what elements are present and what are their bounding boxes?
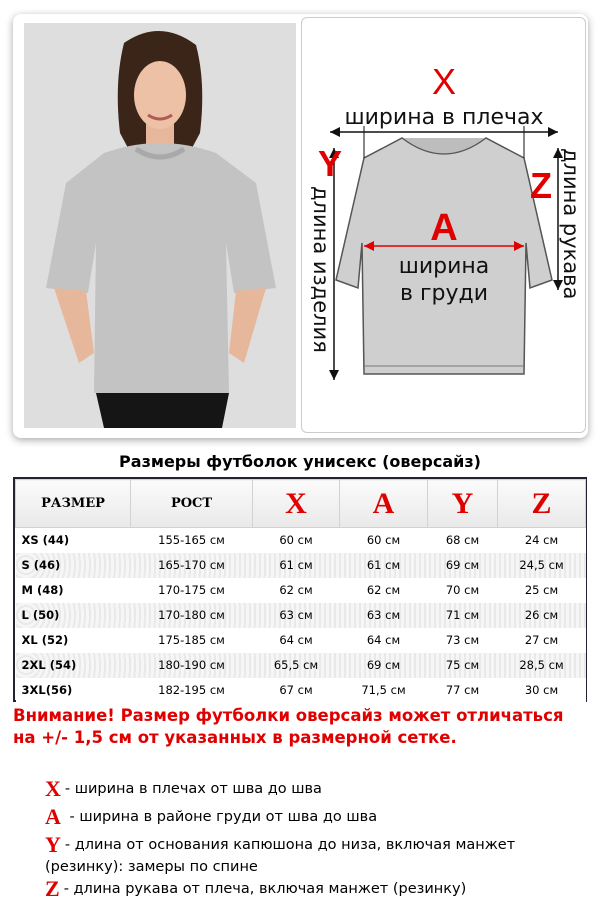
table-row xyxy=(16,578,586,603)
table-header-row xyxy=(16,480,586,528)
table-cell: XL (52) xyxy=(21,633,69,647)
table-cell: 64 см xyxy=(279,633,313,647)
size-table xyxy=(13,477,587,702)
header-z: Z xyxy=(498,480,586,528)
header-x: X xyxy=(253,480,340,528)
table-cell: 70 см xyxy=(445,583,480,597)
header-a: A xyxy=(340,480,428,528)
table-cell: 170-175 см xyxy=(158,583,225,597)
legend-letter: X xyxy=(45,776,61,801)
table-cell: 28,5 см xyxy=(519,658,564,672)
legend-text: - длина от основания капюшона до низа, включая манжет (резинку): замеры по спине xyxy=(45,837,516,875)
legend-item-a xyxy=(45,806,377,828)
a-label-line1: ширина xyxy=(398,254,490,279)
x-letter: X xyxy=(431,61,457,102)
table-cell: 65,5 см xyxy=(273,658,319,672)
table-cell: 71 см xyxy=(445,608,480,622)
table-cell: 165-170 см xyxy=(158,558,225,572)
header-height: РОСТ xyxy=(131,480,253,528)
legend-item-z xyxy=(45,878,466,900)
table-cell: 60 см xyxy=(279,533,313,548)
table-cell: 170-180 см xyxy=(158,608,225,622)
table-cell: 75 см xyxy=(445,658,480,672)
table-cell: 69 см xyxy=(445,558,480,572)
table-cell: 68 см xyxy=(445,533,480,548)
table-cell: 24 см xyxy=(524,533,559,548)
table-cell: M (48) xyxy=(21,583,64,597)
table-row xyxy=(16,628,586,653)
a-label-line2: в груди xyxy=(399,281,489,306)
table-cell: 3XL(56) xyxy=(21,683,73,697)
a-letter: A xyxy=(430,207,458,249)
table-cell: 25 см xyxy=(524,583,559,597)
table-cell: 27 см xyxy=(524,633,559,647)
model-illustration xyxy=(24,23,296,428)
legend-text: - ширина в районе груди от шва до шва xyxy=(64,809,378,825)
table-cell: 69 см xyxy=(366,658,401,672)
header-y: Y xyxy=(428,480,498,528)
table-cell: 180-190 см xyxy=(158,658,225,672)
table-cell: 182-195 см xyxy=(158,683,225,697)
table-cell: S (46) xyxy=(21,558,61,572)
table-cell: L (50) xyxy=(21,608,60,622)
legend-text: - ширина в плечах от шва до шва xyxy=(64,781,322,797)
table-cell: 62 см xyxy=(279,583,313,597)
legend-letter: Z xyxy=(45,876,60,900)
size-chart-title: Размеры футболок унисекс (оверсайз) xyxy=(119,452,481,471)
table-cell: XS (44) xyxy=(21,533,70,548)
z-label: длина рукава xyxy=(559,148,583,300)
legend-item-x xyxy=(45,778,322,800)
size-warning: Внимание! Размер футболки оверсайз может отличаться на +/- 1,5 см от указанных в размерной сетке. xyxy=(13,706,564,747)
y-letter: Y xyxy=(318,143,343,184)
table-cell: 62 см xyxy=(366,583,401,597)
table-row xyxy=(16,678,586,703)
table-cell: 73 см xyxy=(445,633,480,647)
table-cell: 60 см xyxy=(366,533,401,548)
legend-text: - длина рукава от плеча, включая манжет (резинку) xyxy=(63,881,467,897)
y-label: длина изделия xyxy=(309,186,333,353)
table-cell: 63 см xyxy=(366,608,401,622)
table-cell: 77 см xyxy=(445,683,480,697)
table-cell: 2XL (54) xyxy=(21,658,77,672)
table-row xyxy=(16,653,586,678)
table-cell: 61 см xyxy=(366,558,401,572)
table-cell: 24,5 см xyxy=(519,558,564,572)
legend-letter: A xyxy=(45,804,61,829)
table-row xyxy=(16,603,586,628)
table-cell: 67 см xyxy=(279,683,313,697)
table-cell: 71,5 см xyxy=(361,683,406,697)
x-label: ширина в плечах xyxy=(344,105,544,130)
model-photo xyxy=(24,23,296,428)
legend-letter: Y xyxy=(45,832,61,857)
tshirt-diagram xyxy=(302,18,586,433)
table-cell: 63 см xyxy=(279,608,313,622)
table-row xyxy=(16,553,586,578)
product-image-card xyxy=(13,14,588,438)
table-cell: 26 см xyxy=(524,608,559,622)
header-size: РАЗМЕР xyxy=(16,480,131,528)
table-cell: 61 см xyxy=(279,558,313,572)
measurement-diagram xyxy=(301,17,586,433)
table-cell: 30 см xyxy=(524,683,559,697)
table-cell: 64 см xyxy=(366,633,401,647)
table-cell: 155-165 см xyxy=(158,533,225,548)
legend-item-y xyxy=(45,834,585,878)
table-row xyxy=(16,528,586,553)
table-cell: 175-185 см xyxy=(158,633,225,647)
z-letter: Z xyxy=(530,165,552,206)
